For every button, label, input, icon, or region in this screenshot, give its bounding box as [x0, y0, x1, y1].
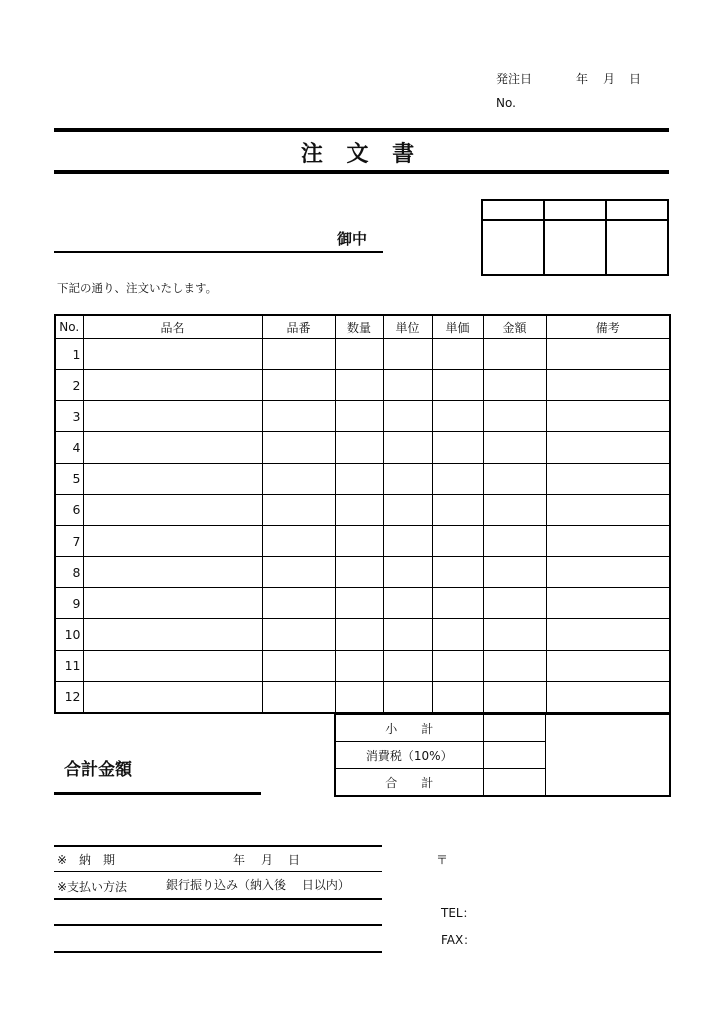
- table-cell[interactable]: [432, 339, 483, 370]
- footer-rule: [54, 898, 382, 900]
- delivery-day: 日: [288, 853, 301, 867]
- table-cell[interactable]: [546, 432, 670, 463]
- table-cell[interactable]: [335, 432, 383, 463]
- table-cell[interactable]: [483, 557, 546, 588]
- table-cell[interactable]: [383, 463, 432, 494]
- title-top-rule: [54, 128, 669, 132]
- postal-mark: 〒: [436, 853, 449, 867]
- table-cell[interactable]: [262, 619, 335, 650]
- row-number: 11: [55, 650, 83, 681]
- table-cell[interactable]: [483, 681, 546, 713]
- table-cell[interactable]: [383, 650, 432, 681]
- table-cell[interactable]: [335, 681, 383, 713]
- footer-rule: [54, 951, 382, 953]
- table-cell[interactable]: [83, 494, 262, 525]
- table-cell[interactable]: [335, 525, 383, 556]
- table-cell[interactable]: [335, 619, 383, 650]
- table-cell[interactable]: [546, 401, 670, 432]
- payment-label: ※支払い方法: [57, 880, 128, 894]
- subtotal-value[interactable]: [483, 714, 545, 742]
- order-date-month: 月: [603, 72, 616, 86]
- row-number: 1: [55, 339, 83, 370]
- column-header: 単価: [432, 315, 483, 339]
- table-cell[interactable]: [432, 525, 483, 556]
- table-cell[interactable]: [546, 650, 670, 681]
- table-cell[interactable]: [335, 401, 383, 432]
- table-cell[interactable]: [546, 370, 670, 401]
- table-cell[interactable]: [546, 588, 670, 619]
- footer-rule: [54, 871, 382, 872]
- order-date-label: 発注日: [496, 72, 533, 86]
- table-cell[interactable]: [83, 339, 262, 370]
- delivery-month: 月: [261, 853, 274, 867]
- footer-rule: [54, 845, 382, 847]
- table-cell[interactable]: [262, 525, 335, 556]
- table-cell[interactable]: [546, 463, 670, 494]
- table-cell[interactable]: [262, 681, 335, 713]
- tax-value[interactable]: [483, 742, 545, 769]
- table-cell[interactable]: [483, 525, 546, 556]
- footer-rule: [54, 924, 382, 926]
- table-cell[interactable]: [483, 339, 546, 370]
- row-number: 2: [55, 370, 83, 401]
- column-header: 数量: [335, 315, 383, 339]
- row-number: 4: [55, 432, 83, 463]
- table-cell[interactable]: [383, 557, 432, 588]
- table-row: [55, 401, 670, 432]
- table-cell[interactable]: [335, 557, 383, 588]
- table-cell[interactable]: [262, 494, 335, 525]
- row-number: 12: [55, 681, 83, 713]
- row-number: 5: [55, 463, 83, 494]
- table-cell[interactable]: [383, 432, 432, 463]
- table-row: [55, 339, 670, 370]
- stamp-cell[interactable]: [544, 220, 606, 275]
- table-cell[interactable]: [432, 432, 483, 463]
- table-cell[interactable]: [432, 557, 483, 588]
- title-bottom-rule: [54, 170, 669, 174]
- subtotal-label: 小 計: [335, 714, 483, 742]
- table-cell[interactable]: [262, 401, 335, 432]
- table-cell[interactable]: [483, 588, 546, 619]
- table-cell[interactable]: [383, 588, 432, 619]
- table-cell[interactable]: [262, 432, 335, 463]
- table-row: [55, 494, 670, 525]
- table-cell[interactable]: [546, 525, 670, 556]
- table-cell[interactable]: [546, 557, 670, 588]
- table-cell[interactable]: [432, 494, 483, 525]
- row-number: 3: [55, 401, 83, 432]
- stamp-header-cell: [482, 200, 544, 220]
- table-cell[interactable]: [483, 432, 546, 463]
- table-cell[interactable]: [483, 463, 546, 494]
- row-number: 9: [55, 588, 83, 619]
- table-cell[interactable]: [83, 588, 262, 619]
- delivery-label: ※ 納 期: [57, 853, 116, 867]
- total-label: 合 計: [335, 769, 483, 797]
- recipient-line[interactable]: [54, 251, 383, 253]
- table-cell[interactable]: [83, 650, 262, 681]
- order-date-year: 年: [576, 72, 589, 86]
- table-cell[interactable]: [335, 339, 383, 370]
- recipient-suffix: 御中: [337, 230, 368, 248]
- table-cell[interactable]: [262, 588, 335, 619]
- table-row: [55, 463, 670, 494]
- page-title: 注 文 書: [300, 141, 423, 167]
- table-cell[interactable]: [546, 339, 670, 370]
- totals-remarks-cell[interactable]: [545, 714, 670, 796]
- table-row: [55, 525, 670, 556]
- delivery-year: 年: [233, 853, 246, 867]
- fax-label: FAX：: [441, 933, 476, 947]
- table-cell[interactable]: [483, 494, 546, 525]
- table-cell[interactable]: [432, 463, 483, 494]
- intro-text: 下記の通り、注文いたします。: [57, 281, 218, 295]
- table-cell[interactable]: [262, 463, 335, 494]
- table-cell[interactable]: [335, 650, 383, 681]
- table-cell[interactable]: [432, 619, 483, 650]
- table-cell[interactable]: [432, 588, 483, 619]
- table-cell[interactable]: [262, 557, 335, 588]
- payment-value: 銀行振り込み（納入後 日以内）: [166, 878, 350, 892]
- total-value[interactable]: [483, 769, 545, 797]
- table-cell[interactable]: [335, 370, 383, 401]
- column-header: 品番: [262, 315, 335, 339]
- items-table: [54, 314, 671, 714]
- table-cell[interactable]: [83, 463, 262, 494]
- table-cell[interactable]: [83, 525, 262, 556]
- tel-label: TEL：: [441, 906, 475, 920]
- table-cell[interactable]: [383, 619, 432, 650]
- table-row: [55, 619, 670, 650]
- totals-table: [334, 713, 671, 797]
- row-number: 7: [55, 525, 83, 556]
- row-number: 8: [55, 557, 83, 588]
- table-cell[interactable]: [335, 494, 383, 525]
- table-cell[interactable]: [432, 370, 483, 401]
- table-cell[interactable]: [383, 339, 432, 370]
- row-number: 10: [55, 619, 83, 650]
- column-header: 品名: [83, 315, 262, 339]
- table-row: [55, 432, 670, 463]
- table-header-row: [55, 315, 670, 339]
- table-cell[interactable]: [383, 494, 432, 525]
- table-cell[interactable]: [546, 494, 670, 525]
- column-header: 単位: [383, 315, 432, 339]
- table-row: [55, 557, 670, 588]
- stamp-cell[interactable]: [606, 220, 668, 275]
- table-cell[interactable]: [262, 370, 335, 401]
- table-cell[interactable]: [83, 619, 262, 650]
- table-cell[interactable]: [383, 681, 432, 713]
- table-cell[interactable]: [83, 681, 262, 713]
- tax-label: 消費税（10%）: [335, 742, 483, 769]
- table-cell[interactable]: [483, 370, 546, 401]
- table-cell[interactable]: [546, 619, 670, 650]
- stamp-header-cell: [606, 200, 668, 220]
- table-cell[interactable]: [383, 370, 432, 401]
- table-row: [55, 650, 670, 681]
- table-cell[interactable]: [432, 681, 483, 713]
- table-row: [55, 681, 670, 713]
- table-cell[interactable]: [483, 401, 546, 432]
- stamp-header-cell: [544, 200, 606, 220]
- table-row: [55, 588, 670, 619]
- table-cell[interactable]: [483, 619, 546, 650]
- column-header: 金額: [483, 315, 546, 339]
- row-number: 6: [55, 494, 83, 525]
- order-date-day: 日: [629, 72, 642, 86]
- table-cell[interactable]: [262, 650, 335, 681]
- order-number-label: No.: [496, 96, 516, 110]
- column-header: No.: [55, 315, 83, 339]
- stamp-cell[interactable]: [482, 220, 544, 275]
- table-cell[interactable]: [83, 432, 262, 463]
- table-cell[interactable]: [432, 401, 483, 432]
- grand-total-label: 合計金額: [64, 760, 132, 780]
- table-cell[interactable]: [383, 401, 432, 432]
- table-cell[interactable]: [262, 339, 335, 370]
- table-cell[interactable]: [335, 588, 383, 619]
- table-cell[interactable]: [83, 557, 262, 588]
- table-cell[interactable]: [83, 401, 262, 432]
- grand-total-line[interactable]: [54, 792, 261, 795]
- table-cell[interactable]: [546, 681, 670, 713]
- table-cell[interactable]: [483, 650, 546, 681]
- table-row: [55, 370, 670, 401]
- table-cell[interactable]: [335, 463, 383, 494]
- column-header: 備考: [546, 315, 670, 339]
- table-cell[interactable]: [383, 525, 432, 556]
- approval-stamp-boxes: [481, 199, 669, 276]
- table-cell[interactable]: [432, 650, 483, 681]
- table-cell[interactable]: [83, 370, 262, 401]
